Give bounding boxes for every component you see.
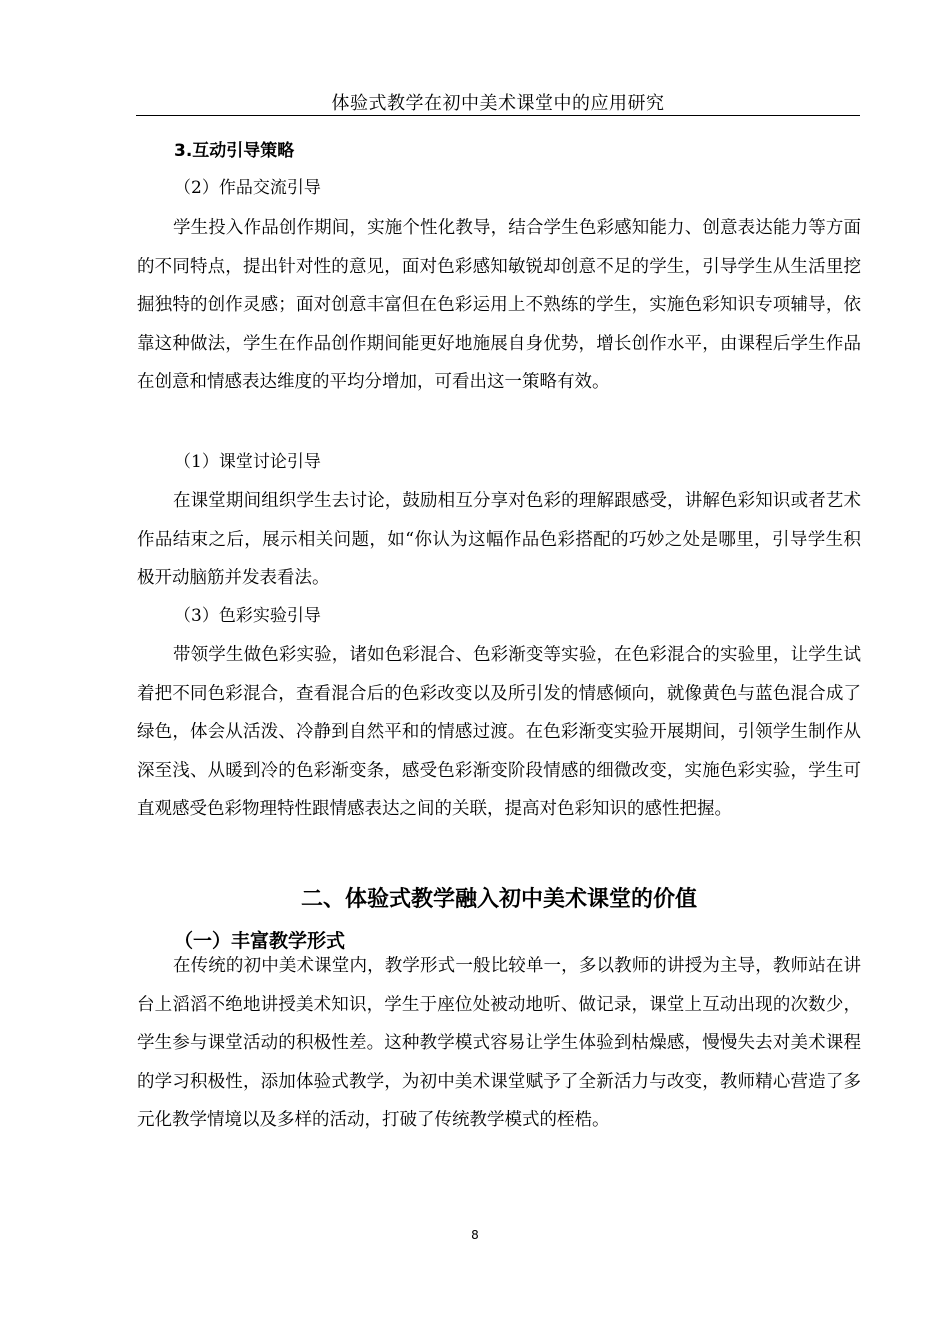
section-title: 二、体验式教学融入初中美术课堂的价值 <box>300 887 697 912</box>
strategy-heading: 3.互动引导策略 <box>174 141 295 161</box>
subsection-title: （一）丰富教学形式 <box>174 930 346 952</box>
page-number: 8 <box>471 1228 479 1242</box>
sub1-heading: （1）课堂讨论引导 <box>174 452 321 472</box>
subsection-paragraph: 在传统的初中美术课堂内，教学形式一般比较单一，多以教师的讲授为主导，教师站在讲台上滔滔不绝地讲授美术知识，学生于座位处被动地听、做记录，课堂上互动出现的次数少，学生参与课堂活动的积极性差。这种教学模式容易让学生体验到枯燥感，慢慢失去对美术课程的学习积极性，添加体验式教学，为初中美术课堂赋予了全新活力与改变，教师精心营造了多元化教学情境以及多样的活动，打破了传统教学模式的桎梏。 <box>137 956 861 1130</box>
sub1-paragraph: 在课堂期间组织学生去讨论，鼓励相互分享对色彩的理解跟感受，讲解色彩知识或者艺术作品结束之后，展示相关问题，如“你认为这幅作品色彩搭配的巧妙之处是哪里，引导学生积极开动脑筋并发表看法。 <box>137 491 861 588</box>
header-rule <box>136 115 860 116</box>
sub3-paragraph: 带领学生做色彩实验，诸如色彩混合、色彩渐变等实验，在色彩混合的实验里，让学生试着把不同色彩混合，查看混合后的色彩改变以及所引发的情感倾向，就像黄色与蓝色混合成了绿色，体会从活泼、冷静到自然平和的情感过渡。在色彩渐变实验开展期间，引领学生制作从深至浅、从暖到冷的色彩渐变条，感受色彩渐变阶段情感的细微改变，实施色彩实验，学生可直观感受色彩物理特性跟情感表达之间的关联，提高对色彩知识的感性把握。 <box>137 645 861 819</box>
sub3-heading: （3）色彩实验引导 <box>174 606 321 626</box>
sub2-paragraph: 学生投入作品创作期间，实施个性化教导，结合学生色彩感知能力、创意表达能力等方面的不同特点，提出针对性的意见，面对色彩感知敏锐却创意不足的学生，引导学生从生活里挖掘独特的创作灵感；面对创意丰富但在色彩运用上不熟练的学生，实施色彩知识专项辅导，依靠这种做法，学生在作品创作期间能更好地施展自身优势，增长创作水平，由课程后学生作品在创意和情感表达维度的平均分增加，可看出这一策略有效。 <box>137 218 861 392</box>
sub2-heading: （2）作品交流引导 <box>174 178 321 198</box>
running-header: 体验式教学在初中美术课堂中的应用研究 <box>331 93 665 114</box>
